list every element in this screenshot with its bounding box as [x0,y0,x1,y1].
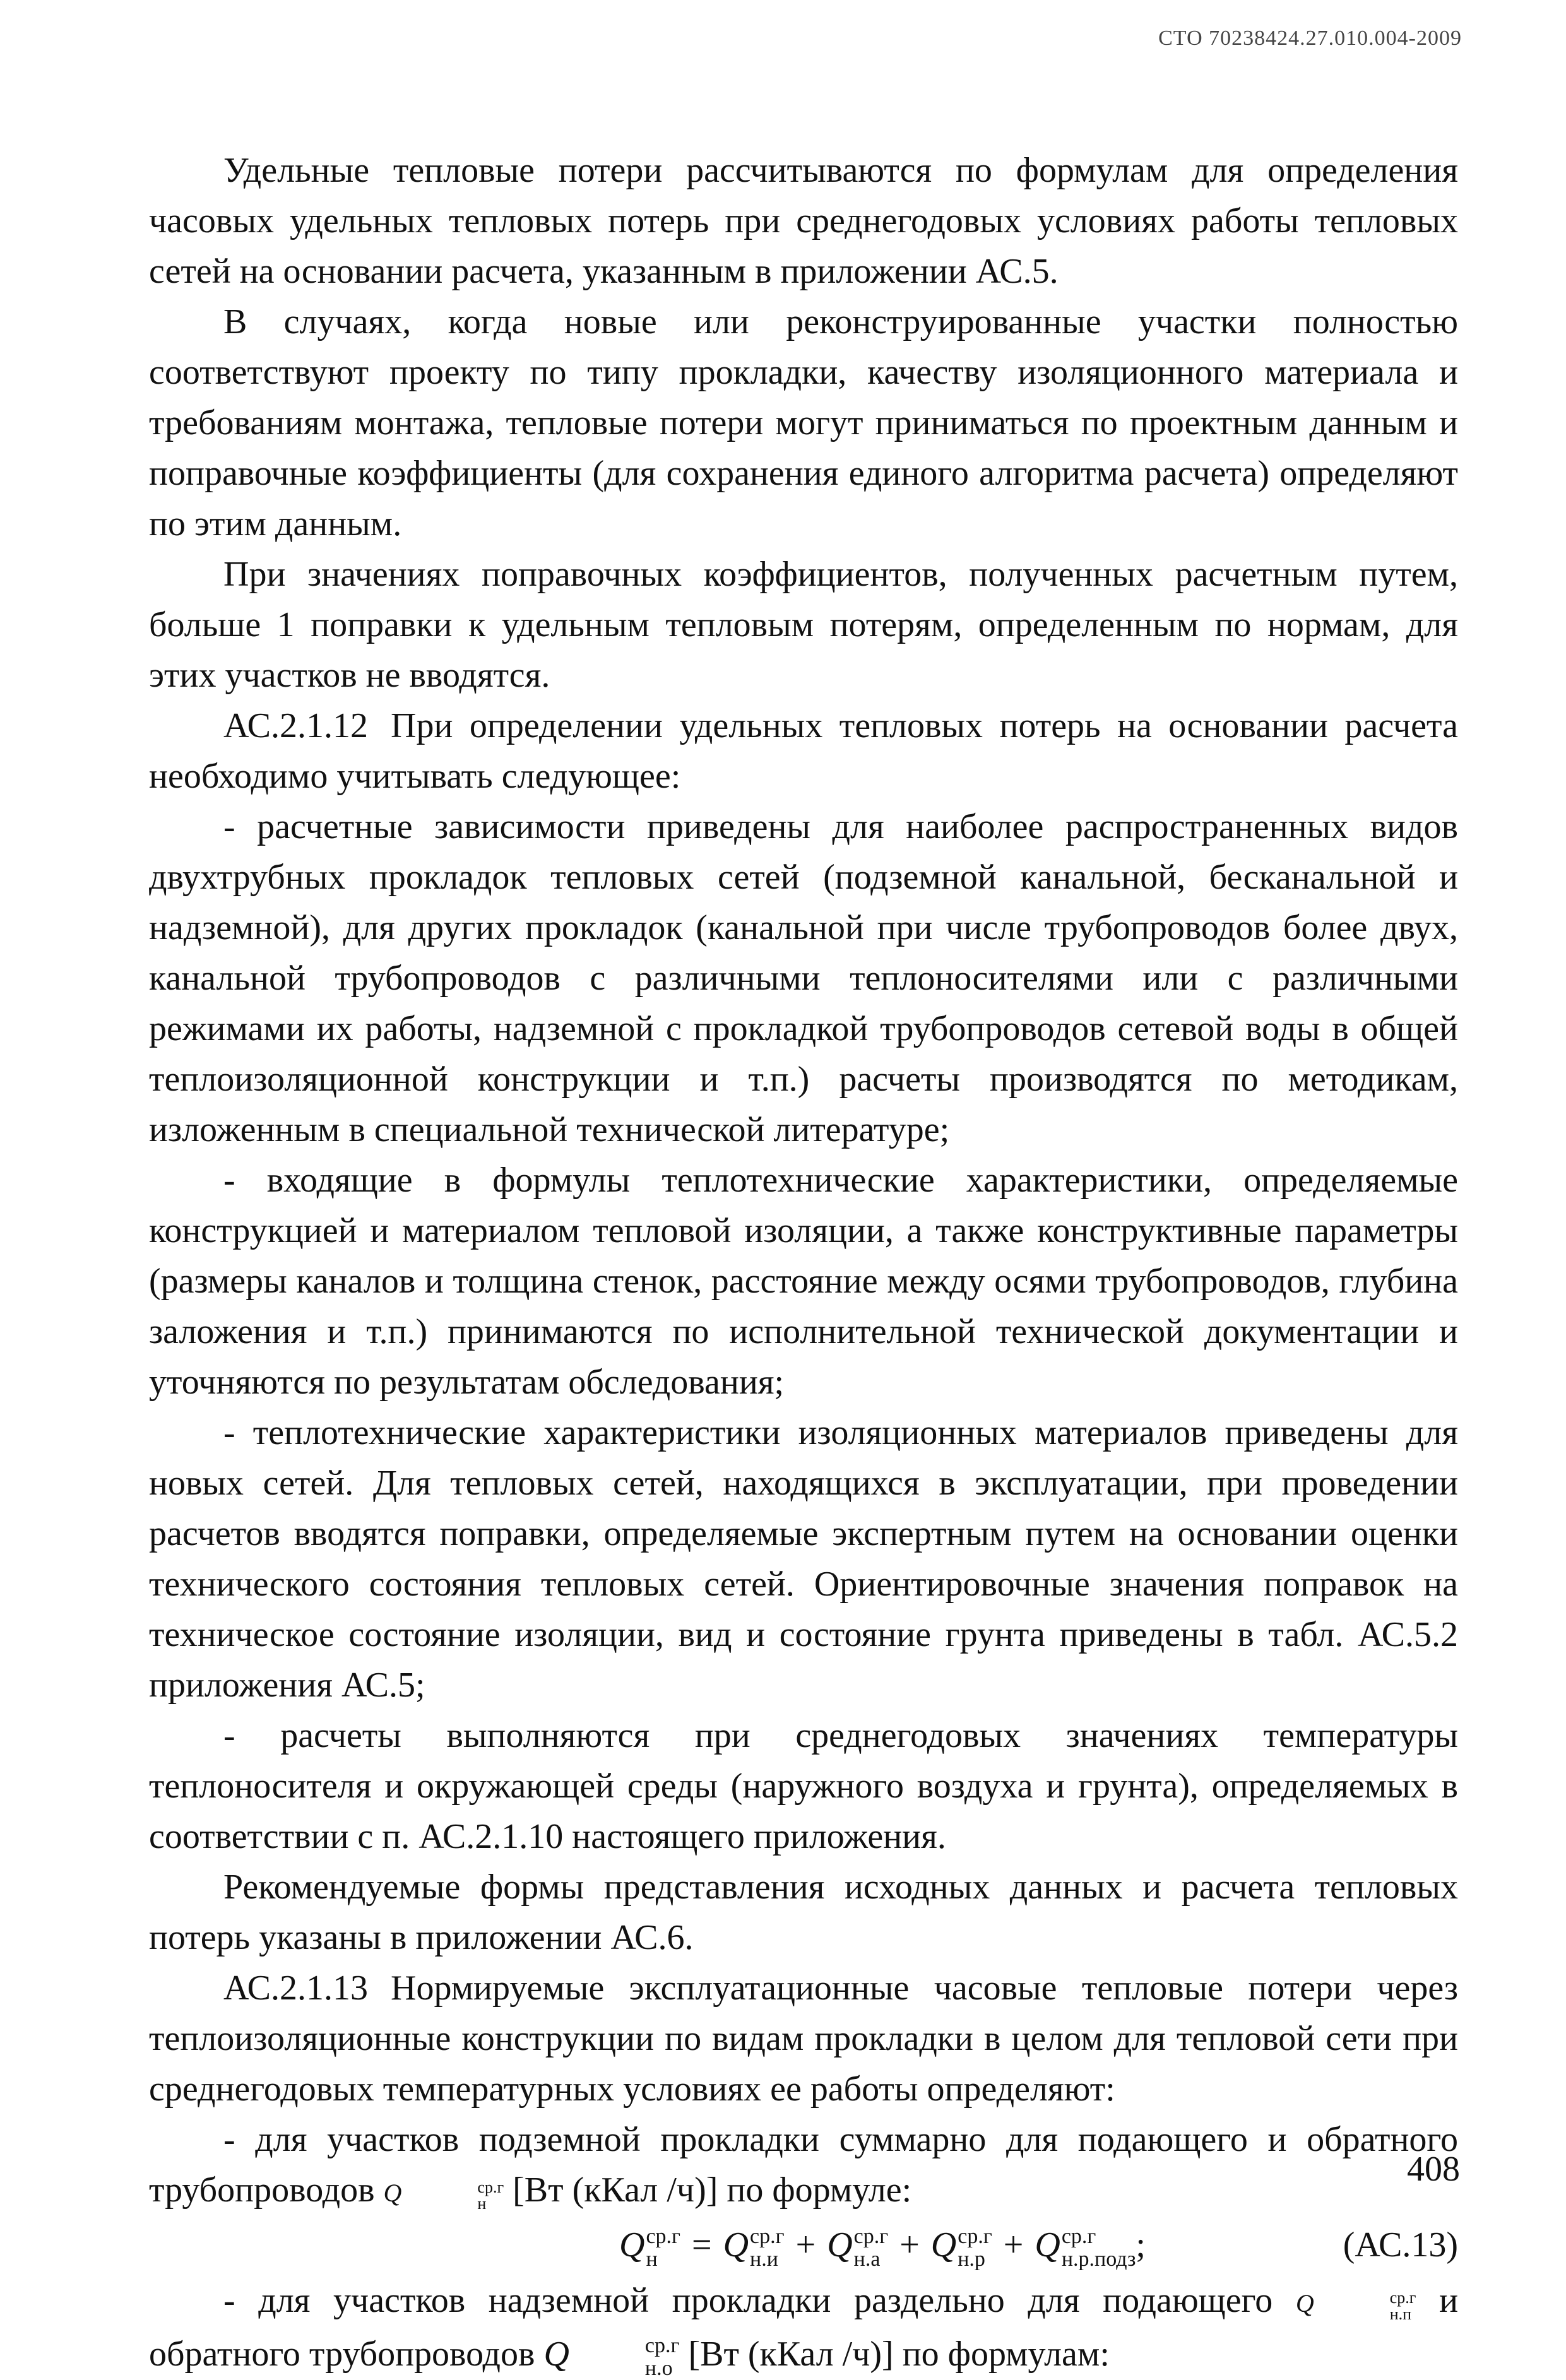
list-item-text: [Вт (кКал /ч)] по формуле: [513,2170,912,2210]
math-symbol-q-n: Q ср.г н [383,2177,504,2213]
formula-expression: Q ср.г н = Q ср.г н.и + Q ср.г н.а + Q ср.г н.р + Q ср.г н.р.подз ; [619,2225,1146,2271]
paragraph: В случаях, когда новые или реконструированные участки полностью соответствуют проекту по типу прокладки, качеству изоляционного материала и требованиям монтажа, тепловые потери могут приниматься по проектным данным и поправочные коэффициенты (для сохранения единого алгоритма расчета) определяют по этим данным. [149,302,1458,543]
list-item: - расчетные зависимости приведены для наиболее распространенных видов двухтрубных прокладок тепловых сетей (подземной канальной, бесканальной и надземной), для других прокладок (канальной при числе трубопроводов более двух, канальной трубопроводов с различными теплоносителями или с различными режимами их работы, надземной с прокладкой трубопроводов сетевой воды в общей теплоизоляционной конструкции и т.п.) расчеты производятся по методикам, изложенным в специальной технической литературе; [149,807,1458,1149]
list-item-text: и обратного трубопроводов [149,2281,1459,2374]
document-code-header: СТО 70238424.27.010.004-2009 [1158,27,1462,50]
formula-ac-13 [149,2218,1458,2275]
paragraph: Рекомендуемые формы представления исходных данных и расчета тепловых потерь указаны в приложении АС.6. [149,1868,1458,1957]
list-item-text: - для участков надземной прокладки раздельно для подающего [223,2281,1273,2320]
clause-ac-2-1-12 [149,701,1458,802]
page-body [149,145,1458,2380]
formula-number: (АС.13) [1343,2225,1458,2265]
list-item: - расчеты выполняются при среднегодовых значениях температуры теплоносителя и окружающей среды (наружного воздуха и грунта), определяемых в соответствии с п. АС.2.1.10 настоящего приложения. [149,1716,1458,1856]
list-item-underground [149,2114,1458,2218]
clause-number: АС.2.1.13 [223,1969,369,2008]
clause-text: При определении удельных тепловых потерь на основании расчета необходимо учитывать следующее: [149,706,1458,796]
paragraph: При значениях поправочных коэффициентов, полученных расчетным путем, больше 1 поправки к удельным тепловым потерям, определенным по нормам, для этих участков не вводятся. [149,555,1458,695]
math-symbol-q-np: Q ср.г н.п [1295,2288,1416,2323]
list-item-text: - для участков подземной прокладки суммарно для подающего и обратного трубопроводов [149,2120,1458,2210]
clause-number: АС.2.1.12 [223,706,369,745]
list-item-text: [Вт (кКал /ч)] по формулам: [688,2335,1110,2374]
paragraph: Удельные тепловые потери рассчитываются по формулам для определения часовых удельных тепловых потерь при среднегодовых условиях работы тепловых сетей на основании расчета, указанным в приложении АС.5. [149,151,1458,291]
clause-text: Нормируемые эксплуатационные часовые тепловые потери через теплоизоляционные конструкции по видам прокладки в целом для тепловой сети при среднегодовых температурных условиях ее работы определяют: [149,1969,1458,2109]
math-symbol-q-no: Q ср.г н.о [543,2334,680,2380]
list-item-aboveground [149,2275,1458,2380]
list-item: - теплотехнические характеристики изоляционных материалов приведены для новых сетей. Для тепловых сетей, находящихся в эксплуатации, при проведении расчетов вводятся поправки, определяемые экспертным путем на основании оценки технического состояния тепловых сетей. Ориентировочные значения поправок на техническое состояние изоляции, вид и состояние грунта приведены в табл. АС.5.2 приложения АС.5; [149,1413,1458,1705]
page-number: 408 [1407,2150,1460,2189]
list-item: - входящие в формулы теплотехнические характеристики, определяемые конструкцией и материалом тепловой изоляции, а также конструктивные параметры (размеры каналов и толщина стенок, расстояние между осями трубопроводов, глубина заложения и т.п.) принимаются по исполнительной технической документации и уточняются по результатам обследования; [149,1161,1458,1402]
clause-ac-2-1-13 [149,1963,1458,2114]
